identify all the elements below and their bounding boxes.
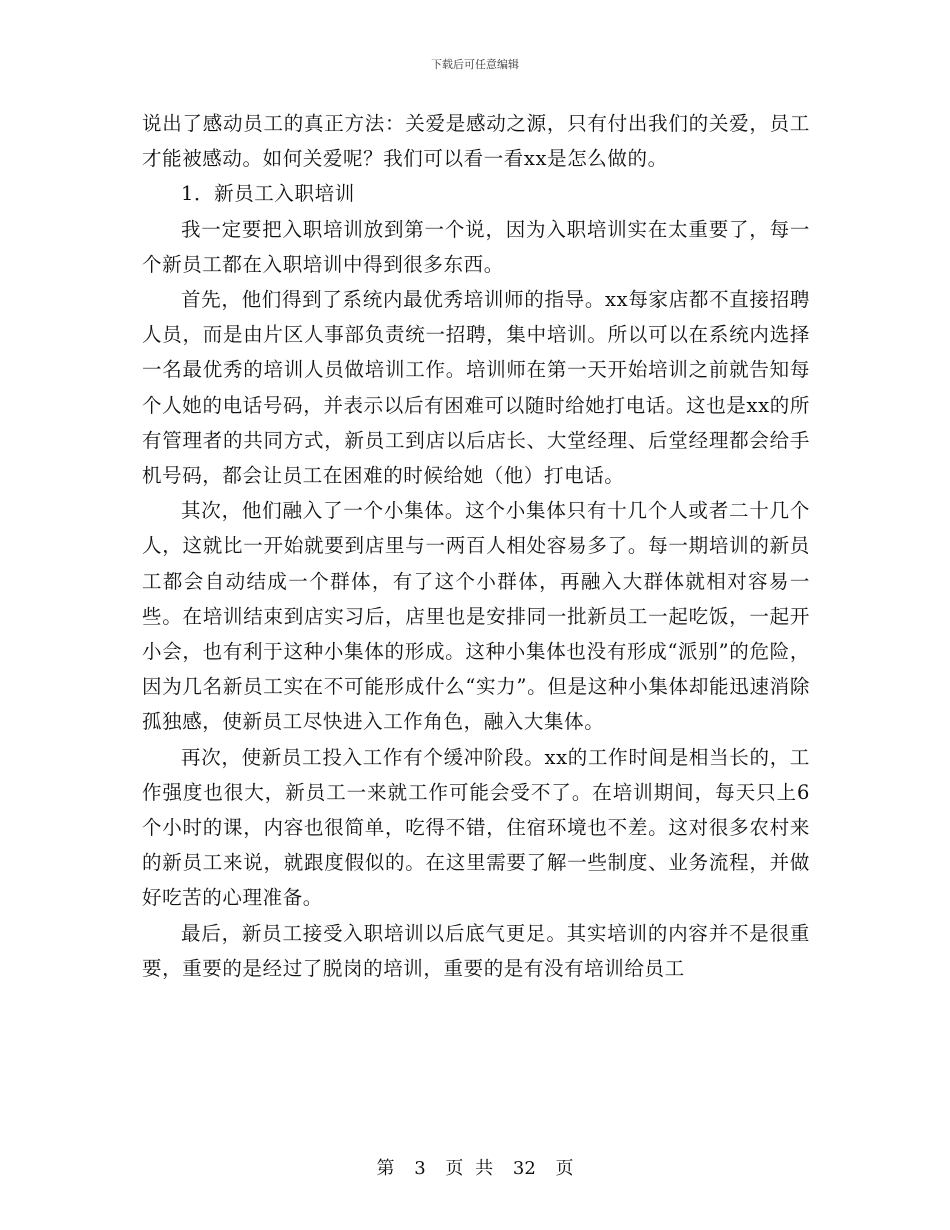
header-note: 下载后可任意编辑 bbox=[431, 58, 519, 71]
paragraph-intro: 我一定要把入职培训放到第一个说，因为入职培训实在太重要了，每一个新员工都在入职培训中得到很多东西。 bbox=[142, 217, 810, 276]
document-body bbox=[142, 106, 810, 986]
page-footer bbox=[0, 1154, 950, 1180]
paragraph-continuation: 说出了感动员工的真正方法：关爱是感动之源，只有付出我们的关爱，员工才能被感动。如何关爱呢？我们可以看一看xx是怎么做的。 bbox=[142, 112, 810, 171]
paragraph-last: 最后，新员工接受入职培训以后底气更足。其实培训的内容并不是很重要，重要的是经过了脱岗的培训，重要的是有没有培训给员工 bbox=[142, 921, 810, 980]
section-heading: 1．新员工入职培训 bbox=[181, 182, 355, 206]
footer-suffix: 页 bbox=[555, 1158, 574, 1179]
page-header bbox=[0, 56, 950, 72]
footer-total-pages: 32 bbox=[512, 1158, 536, 1179]
paragraph-first: 首先，他们得到了系统内最优秀培训师的指导。xx每家店都不直接招聘人员，而是由片区人事部负责统一招聘，集中培训。所以可以在系统内选择一名最优秀的培训人员做培训工作。培训师在第一天开始培训之前就告知每个人她的电话号码，并表示以后有困难可以随时给她打电话。这也是xx的所有管理者的共同方式，新员工到店以后店长、大堂经理、后堂经理都会给手机号码，都会让员工在困难的时候给她（他）打电话。 bbox=[142, 288, 810, 488]
footer-prefix: 第 bbox=[376, 1158, 395, 1179]
paragraph-third: 再次，使新员工投入工作有个缓冲阶段。xx的工作时间是相当长的，工作强度也很大，新员工一来就工作可能会受不了。在培训期间，每天只上6个小时的课，内容也很简单，吃得不错，住宿环境也不差。这对很多农村来的新员工来说，就跟度假似的。在这里需要了解一些制度、业务流程，并做好吃苦的心理准备。 bbox=[142, 745, 810, 910]
paragraph-second: 其次，他们融入了一个小集体。这个小集体只有十几个人或者二十几个人，这就比一开始就要到店里与一两百人相处容易多了。每一期培训的新员工都会自动结成一个群体，有了这个小群体，再融入大群体就相对容易一些。在培训结束到店实习后，店里也是安排同一批新员工一起吃饭，一起开小会，也有利于这种小集体的形成。这种小集体也没有形成“派别”的危险，因为几名新员工实在不可能形成什么“实力”。但是这种小集体却能迅速消除孤独感，使新员工尽快进入工作角色，融入大集体。 bbox=[142, 499, 810, 734]
footer-middle: 页 共 bbox=[445, 1158, 494, 1179]
footer-current-page: 3 bbox=[414, 1158, 426, 1179]
